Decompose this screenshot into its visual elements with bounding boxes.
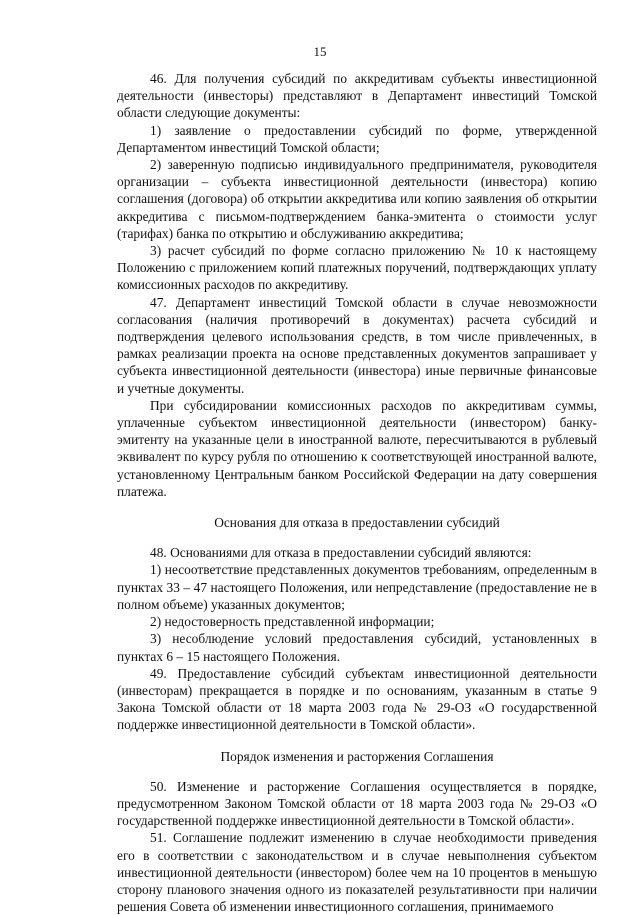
paragraph-47: 47. Департамент инвестиций Томской области в случае невозможности согласования (наличия противоречий в документах) расчета субсидий и подтверждения целевого использования средств, в том числе привлеченных, в рамках реализации проекта на основе представленных документов запрашивает у субъекта инвестиционной деятельности (инвестора) иные первичные финансовые и учетные документы. [117,294,597,396]
section-agreement-changes [117,748,597,915]
paragraph-48-item-3: 3) несоблюдение условий предоставления субсидий, установленных в пунктах 6 – 15 настоящего Положения. [117,631,597,664]
section-heading-agreement: Порядок изменения и расторжения Соглашения [220,748,494,764]
paragraph-46: 46. Для получения субсидий по аккредитивам субъекты инвестиционной деятельности (инвесторы) представляют в Департамент инвестиций Томской области следующие документы: [117,71,597,121]
paragraph-46-item-3: 3) расчет субсидий по форме согласно приложению № 10 к настоящему Положению с приложением копий платежных поручений, подтверждающих уплату комиссионных расходов по аккредитиву. [117,243,597,293]
paragraph-46-item-1: 1) заявление о предоставлении субсидий по форме, утвержденной Департаментом инвестиций Томской области; [117,122,597,155]
paragraph-50: 50. Изменение и расторжение Соглашения осуществляется в порядке, предусмотренном Законом Томской области от 18 марта 2003 года № 29-ОЗ «О государственной поддержке инвестиционной деятельности в Томской области». [117,778,597,829]
document-body [117,70,597,915]
section-refusal-grounds [117,514,597,733]
section-heading-refusal: Основания для отказа в предоставлении субсидий [214,515,500,531]
paragraph-48-item-2: 2) недостоверность представленной информации; [150,614,435,630]
page-number: 15 [313,44,327,59]
paragraph-48-item-1: 1) несоответствие представленных документов требованиям, определенным в пунктах 33 – 47 настоящего Положения, или непредставление (предоставление не в полном объеме) указанных документов; [117,562,597,612]
paragraph-46-item-2: 2) заверенную подписью индивидуального предпринимателя, руководителя организации – субъекта инвестиционной деятельности (инвестора) копию соглашения (договора) об открытии аккредитива или копию заявления об открытии аккредитива с письмом-подтверждением банка-эмитента о стоимости услуг (тарифах) банка по открытию и обслуживанию аккредитива; [117,157,597,241]
paragraph-47-continued: При субсидировании комиссионных расходов по аккредитивам суммы, уплаченные субъектом инвестиционной деятельности (инвестором) банку-эмитенту на указанные цели в иностранной валюте, пересчитываются в рублевый эквивалент по курсу рубля по отношению к соответствующей иностранной валюте, установленному Центральным банком Российской Федерации на дату совершения платежа. [117,397,597,499]
paragraph-48: 48. Основаниями для отказа в предоставлении субсидий являются: [150,545,532,561]
section-documents [117,70,597,500]
paragraph-49: 49. Предоставление субсидий субъектам инвестиционной деятельности (инвесторам) прекращается в порядке и по основаниям, указанным в статье 9 Закона Томской области от 18 марта 2003 года № 29-ОЗ «О государственной поддержке инвестиционной деятельности в Томской области». [117,665,597,733]
paragraph-51: 51. Соглашение подлежит изменению в случае необходимости приведения его в соответствии с законодательством и в случае невыполнения субъектом инвестиционной деятельности (инвестором) более чем на 10 процентов в меньшую сторону планового значения одного из показателей результативности при наличии решения Совета об изменении инвестиционного соглашения, принимаемого [117,830,597,915]
